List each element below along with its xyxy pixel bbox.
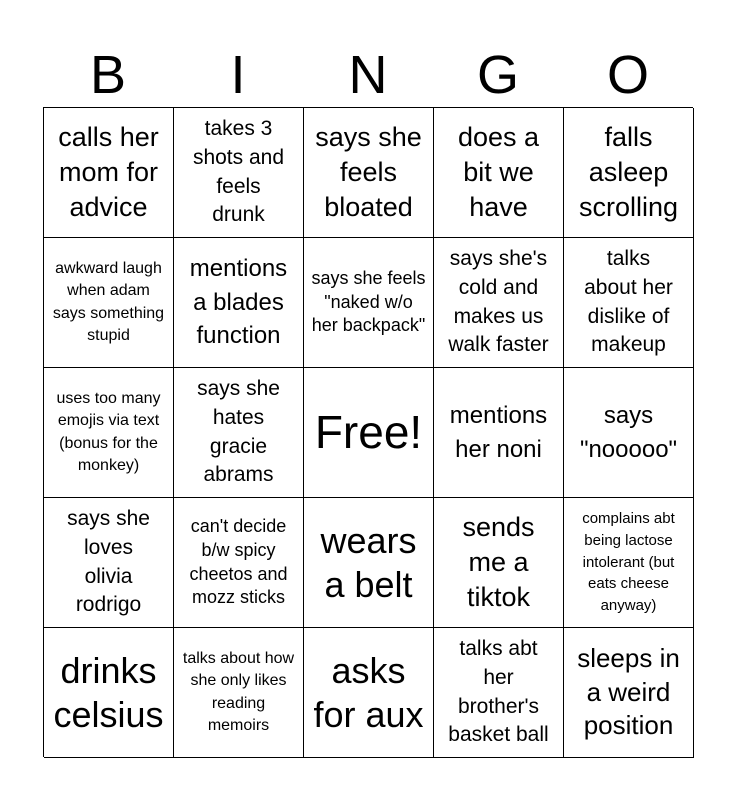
bingo-cell-text: complains abt being lactose intolerant (but eats cheese anyway) (582, 510, 675, 615)
bingo-cell-r4-c2[interactable] (174, 498, 304, 628)
bingo-cell-r3-c1[interactable] (44, 368, 174, 498)
bingo-cell-r2-c3[interactable] (304, 238, 434, 368)
bingo-cell-r5-c1[interactable] (44, 628, 174, 758)
bingo-cell-r1-c5[interactable] (564, 108, 694, 238)
bingo-cell-text: says she hates gracie abrams (197, 376, 280, 487)
bingo-header (43, 40, 693, 108)
header-letter-b: B (89, 45, 127, 105)
bingo-cell-r1-c4[interactable] (434, 108, 564, 238)
bingo-cell-text: mentions her noni (449, 401, 548, 463)
bingo-cell-text: talks about her dislike of makeup (584, 246, 673, 357)
bingo-cell-text: asks for aux (313, 650, 424, 735)
bingo-cell-text: says "nooooo" (579, 401, 678, 463)
bingo-cell-text: calls her mom for advice (58, 121, 159, 223)
bingo-board (43, 107, 693, 757)
bingo-cell-r5-c5[interactable] (564, 628, 694, 758)
bingo-cell-text: takes 3 shots and feels drunk (192, 116, 285, 227)
bingo-cell-r4-c5[interactable] (564, 498, 694, 628)
bingo-cell-r1-c2[interactable] (174, 108, 304, 238)
bingo-cell-text: uses too many emojis via text (bonus for the monkey) (56, 389, 161, 474)
bingo-cell-r2-c5[interactable] (564, 238, 694, 368)
bingo-cell-text: sleeps in a weird position (577, 642, 680, 741)
header-letter-i: I (230, 45, 246, 105)
bingo-cell-text: mentions a blades function (189, 255, 288, 350)
header-letter-o: O (606, 45, 649, 105)
bingo-cell-r4-c3[interactable] (304, 498, 434, 628)
bingo-cell-r1-c1[interactable] (44, 108, 174, 238)
free-space-label: Free! (314, 406, 423, 459)
bingo-cell-r4-c1[interactable] (44, 498, 174, 628)
bingo-cell-r3-c2[interactable] (174, 368, 304, 498)
bingo-cell-text: drinks celsius (53, 650, 164, 735)
bingo-cell-text: says she's cold and makes us walk faster (448, 246, 549, 357)
bingo-cell-text: talks abt her brother's basket ball (448, 636, 549, 747)
bingo-cell-text: sends me a tiktok (462, 511, 535, 613)
bingo-cell-text: talks about how she only likes reading memoirs (182, 649, 295, 734)
bingo-cell-text: falls asleep scrolling (578, 121, 679, 223)
bingo-cell-r2-c1[interactable] (44, 238, 174, 368)
bingo-cell-r5-c2[interactable] (174, 628, 304, 758)
bingo-cell-text: does a bit we have (457, 121, 540, 223)
bingo-cell-r3-c4[interactable] (434, 368, 564, 498)
bingo-cell-r5-c3[interactable] (304, 628, 434, 758)
bingo-cell-r2-c2[interactable] (174, 238, 304, 368)
bingo-cell-free[interactable] (304, 368, 434, 498)
bingo-cell-text: can't decide b/w spicy cheetos and mozz sticks (189, 515, 288, 608)
bingo-cell-text: says she feels bloated (315, 121, 422, 223)
bingo-cell-r1-c3[interactable] (304, 108, 434, 238)
header-letter-g: G (476, 45, 519, 105)
bingo-cell-text: says she loves olivia rodrigo (67, 506, 150, 617)
bingo-cell-text: awkward laugh when adam says something stupid (52, 259, 165, 344)
bingo-cell-r3-c5[interactable] (564, 368, 694, 498)
bingo-cell-r4-c4[interactable] (434, 498, 564, 628)
bingo-cell-text: says she feels "naked w/o her backpack" (311, 267, 426, 336)
bingo-cell-text: wears a belt (320, 520, 417, 605)
bingo-cell-r2-c4[interactable] (434, 238, 564, 368)
header-letter-n: N (348, 45, 388, 105)
bingo-cell-r5-c4[interactable] (434, 628, 564, 758)
